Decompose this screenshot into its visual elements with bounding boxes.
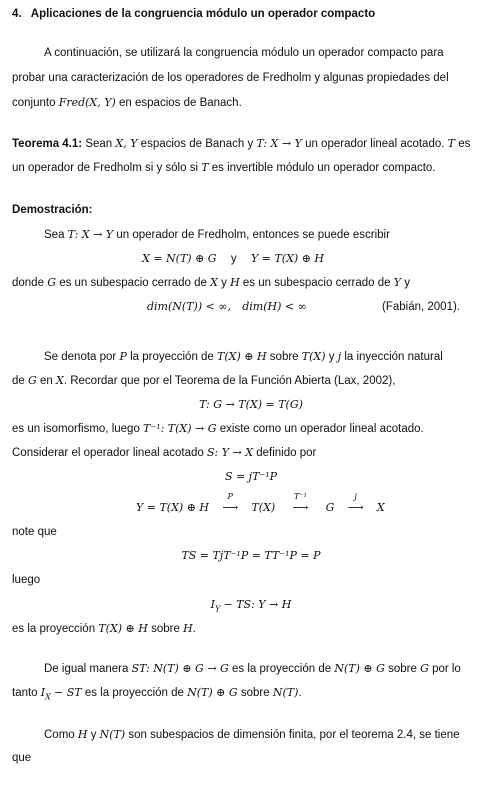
proof-line-7: note que: [12, 526, 57, 538]
math: Y = T(X) ⊕ H: [251, 252, 325, 265]
theorem-line-2: [12, 160, 436, 176]
math-subscript: Y: [215, 604, 221, 614]
text: es la proyección: [12, 623, 96, 635]
text: sobre: [240, 687, 270, 699]
text: Como: [44, 729, 75, 741]
text: y: [221, 277, 227, 289]
proof-line-13: que: [12, 752, 32, 764]
math: T: [201, 161, 209, 174]
text: existe como un operador lineal acotado.: [219, 423, 424, 435]
proof-line-6: [12, 445, 316, 461]
text: Considerar el operador lineal acotado: [12, 447, 204, 459]
math: X: [56, 374, 64, 387]
math: G: [28, 374, 37, 387]
text: en espacios de Banach.: [119, 97, 242, 109]
arrow-j: [338, 492, 374, 516]
math: G: [47, 276, 56, 289]
math: T: G → T(X) = T(G): [199, 398, 303, 411]
math: T(X) ⊕ H: [98, 622, 148, 635]
math: H: [230, 276, 240, 289]
math: S = jT⁻¹P: [224, 470, 278, 483]
math-subscript: X: [45, 692, 51, 702]
arrow-t-inverse: [278, 492, 322, 516]
math: ST: N(T) ⊕ G → G: [131, 662, 229, 675]
text: y: [328, 351, 335, 363]
math: N(T): [99, 728, 126, 741]
math: − TS: Y → H: [223, 598, 292, 611]
math: T: X → Y: [256, 137, 302, 150]
equation-dimensions: [147, 299, 307, 315]
math: X: [210, 276, 218, 289]
text: son subespacios de dimensión finita, por el teorema 2.4, se tiene: [128, 729, 460, 741]
math: N(T) ⊕ G: [334, 662, 385, 675]
text: es invertible módulo un operador compacto.: [211, 162, 436, 174]
math: − ST: [54, 686, 82, 699]
text: tanto: [12, 687, 38, 699]
arrow-label: T⁻¹: [294, 492, 307, 501]
arrow-p: [212, 492, 248, 516]
math: X, Y: [115, 137, 138, 150]
math: T(X) ⊕ H: [217, 350, 267, 363]
math: X: [376, 501, 385, 514]
long-arrow-icon: ⟶: [292, 501, 309, 514]
proof-line-3: [44, 349, 443, 365]
proof-line-5: [12, 421, 424, 437]
text: sobre: [151, 623, 180, 635]
text: por lo: [432, 663, 461, 675]
equation-chain: [136, 492, 385, 516]
text: . Recordar que por el Teorema de la Función Abierta (Lax, 2002),: [63, 375, 396, 387]
math: I: [40, 686, 46, 699]
math: X = N(T) ⊕ G: [142, 252, 217, 265]
text: es la proyección de: [232, 663, 332, 675]
section-number: 4.: [12, 8, 22, 20]
arrow-label: j: [354, 492, 357, 501]
text: la proyección de: [130, 351, 214, 363]
math: I: [210, 598, 215, 611]
intro-line-2: probar una caracterización de los operadores de Fredholm y algunas propiedades del: [12, 72, 449, 84]
proof-line-12: [44, 727, 460, 743]
math: dim(H) < ∞: [242, 300, 307, 313]
math: S: Y → X: [207, 446, 254, 459]
text: es la proyección de: [84, 687, 184, 699]
text: de: [12, 375, 25, 387]
text: espacios de Banach y: [140, 138, 254, 150]
math: H: [183, 622, 193, 635]
text: De igual manera: [44, 663, 129, 675]
math: T⁻¹: T(X) → G: [143, 422, 217, 435]
proof-line-10: [44, 661, 461, 677]
proof-line-8: luego: [12, 574, 41, 586]
section-title: Aplicaciones de la congruencia módulo un operador compacto: [30, 8, 376, 20]
text: Sean: [85, 138, 113, 150]
text: un operador lineal acotado.: [305, 138, 445, 150]
equation-decomposition: [142, 251, 324, 267]
math-fred: Fred(X, Y): [58, 96, 116, 109]
text: .: [298, 687, 302, 699]
text: y: [230, 253, 237, 265]
theorem-label: Teorema 4.1:: [12, 138, 83, 150]
math: N(T): [272, 686, 299, 699]
math: T(X): [301, 350, 326, 363]
math: T: [447, 137, 455, 150]
text: la inyección natural: [344, 351, 443, 363]
citation-fabian: (Fabián, 2001).: [382, 301, 460, 313]
text: sobre: [269, 351, 299, 363]
intro-line-1: A continuación, se utilizará la congruencia módulo un operador compacto para: [44, 47, 444, 59]
text: un operador de Fredholm, entonces se puede escribir: [116, 229, 390, 241]
text: .: [192, 623, 196, 635]
text: sobre: [388, 663, 417, 675]
text: y: [404, 277, 410, 289]
text: es un subespacio cerrado de: [242, 277, 391, 289]
math: G: [325, 501, 335, 514]
proof-line-9: [12, 621, 196, 637]
equation-iy: [0, 597, 502, 613]
math: dim(N(T)) < ∞,: [147, 300, 231, 313]
math: TS = TjT⁻¹P = TT⁻¹P = P: [181, 549, 321, 562]
math: N(T) ⊕ G: [187, 686, 238, 699]
text: es un isomorfismo, luego: [12, 423, 140, 435]
text: Sea: [44, 229, 65, 241]
proof-line-2: [12, 275, 410, 291]
proof-line-4: [12, 373, 395, 389]
section-heading: [12, 6, 375, 22]
text: en: [40, 375, 53, 387]
proof-line-11: [12, 685, 302, 701]
math: Y: [393, 276, 402, 289]
math: H: [77, 728, 88, 741]
math: j: [337, 350, 342, 363]
equation-ts: [0, 548, 502, 564]
text: donde: [12, 277, 44, 289]
arrow-label: P: [227, 492, 233, 501]
equation-s-definition: [0, 469, 502, 485]
proof-label: Demostración:: [12, 204, 93, 216]
theorem-line-1: [12, 136, 470, 152]
math: Y = T(X) ⊕ H: [136, 501, 210, 514]
text: es: [458, 138, 471, 150]
text: y: [90, 729, 97, 741]
text: un operador de Fredholm si y sólo si: [12, 162, 199, 174]
text: es un subespacio cerrado de: [59, 277, 207, 289]
math: G: [420, 662, 429, 675]
long-arrow-icon: ⟶: [222, 501, 239, 514]
long-arrow-icon: ⟶: [347, 501, 364, 514]
proof-line-1: [44, 227, 390, 243]
text: Se denota por: [44, 351, 117, 363]
intro-line-3: [12, 95, 242, 111]
equation-isomorphism: [0, 397, 502, 413]
text: conjunto: [12, 97, 56, 109]
math: P: [119, 350, 127, 363]
math: T(X): [251, 501, 276, 514]
math: T: X → Y: [67, 228, 114, 241]
text: definido por: [256, 447, 317, 459]
